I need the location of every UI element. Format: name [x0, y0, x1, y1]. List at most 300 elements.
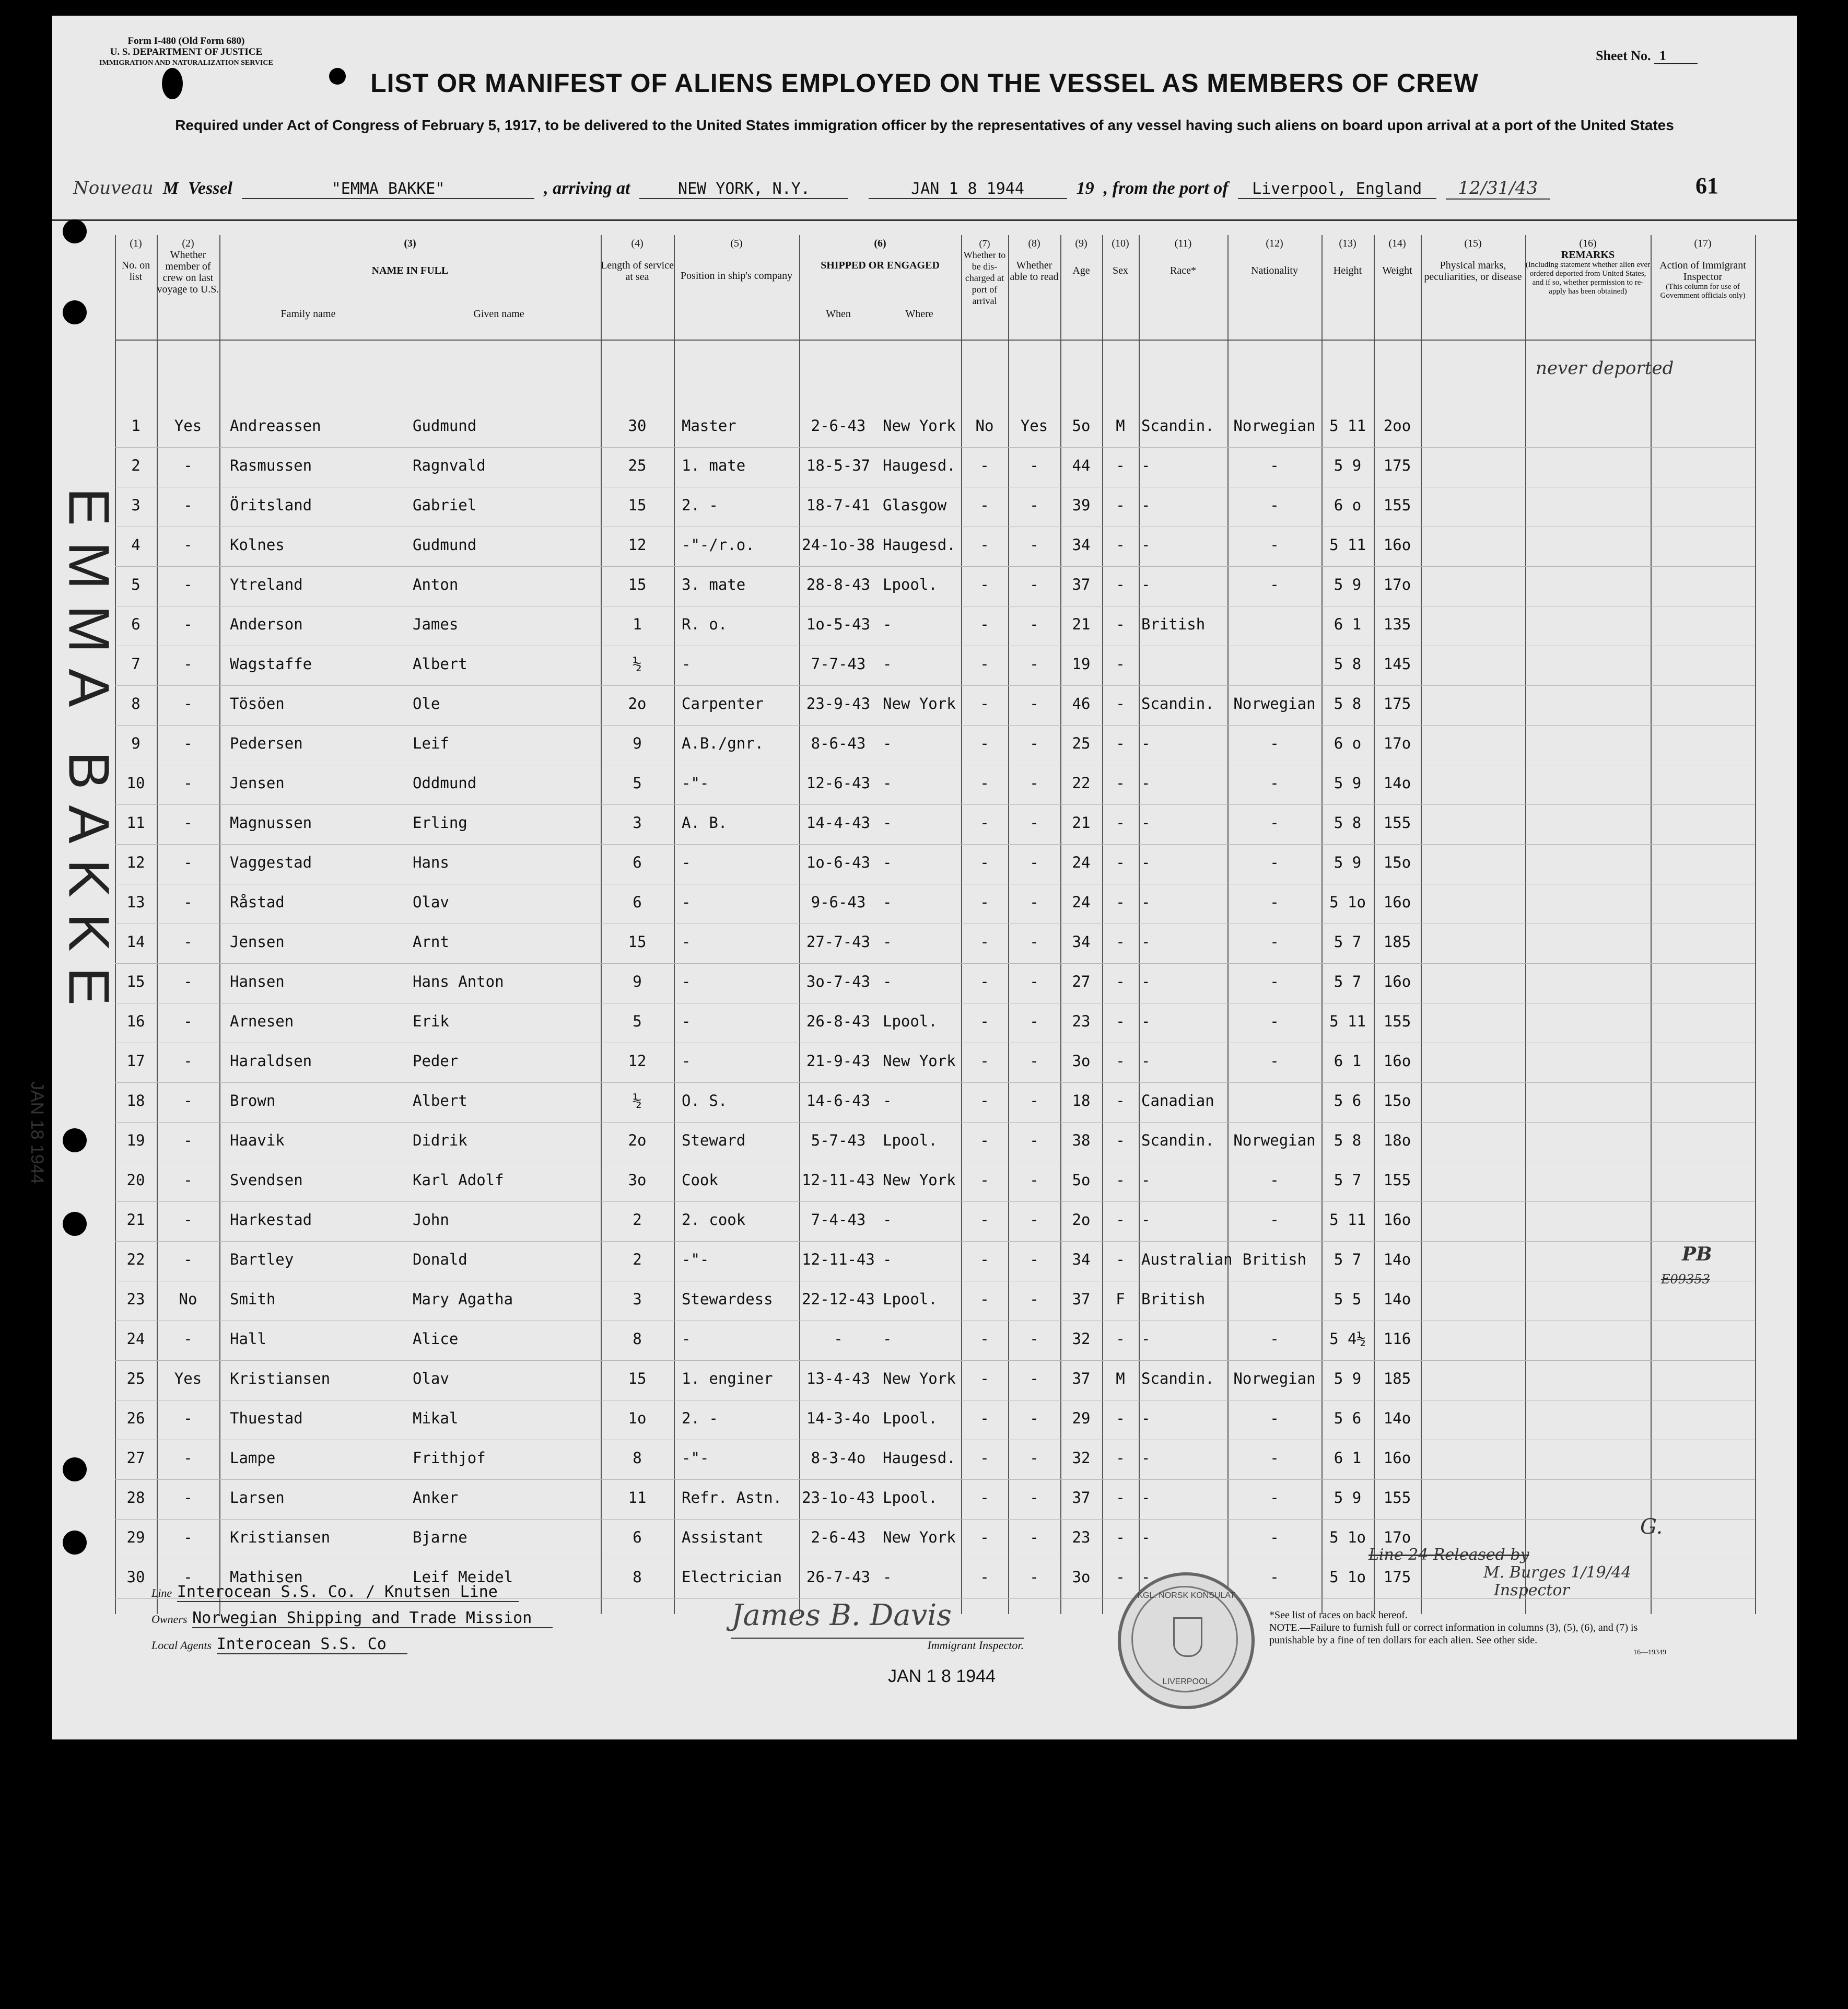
cell-when: 26-7-43 [806, 1568, 871, 1586]
footer-line: Line Interocean S.S. Co. / Knutsen Line [151, 1583, 519, 1601]
cell-service: 3 [633, 1290, 642, 1308]
cell-family: Thuestad [230, 1409, 303, 1427]
cell-nat: - [1270, 973, 1279, 990]
cell-race: - [1141, 774, 1151, 792]
cell-service: 1 [633, 615, 642, 633]
table-row [115, 606, 1755, 646]
cell-where: - [883, 655, 892, 673]
col-header-1: (1) No. on list [121, 238, 150, 283]
cell-family: Råstad [230, 893, 285, 911]
cell-no: 9 [131, 734, 141, 752]
cell-given: Erik [413, 1012, 449, 1030]
cell-race: - [1141, 1568, 1151, 1586]
cell-when: 24-1o-38 [802, 536, 875, 554]
inspector-signature: James B. Davis [731, 1598, 952, 1632]
cell-weight: 17o [1383, 1528, 1411, 1546]
cell-service: 3o [628, 1171, 647, 1189]
cell-read: - [1030, 1330, 1039, 1348]
cell-sex: - [1116, 1211, 1125, 1229]
cell-prev: - [183, 1012, 193, 1030]
cell-where: Lpool. [883, 576, 938, 593]
cell-where: Lpool. [883, 1409, 938, 1427]
cell-weight: 16o [1383, 536, 1411, 554]
cell-age: 22 [1072, 774, 1091, 792]
cell-service: 15 [628, 496, 647, 514]
cell-sex: - [1116, 734, 1125, 752]
cell-given: Gudmund [413, 536, 477, 554]
cell-height: 5 1o [1329, 893, 1366, 911]
cell-height: 5 7 [1334, 933, 1362, 951]
cell-race: - [1141, 1528, 1151, 1546]
cell-where: - [883, 1251, 892, 1268]
cell-read: - [1030, 933, 1039, 951]
cell-disch: - [980, 1409, 989, 1427]
cell-prev: - [183, 615, 193, 633]
cell-position: O. S. [682, 1092, 728, 1109]
cell-weight: 14o [1383, 1290, 1411, 1308]
cell-family: Mathisen [230, 1568, 303, 1586]
table-row [115, 1360, 1755, 1400]
cell-no: 25 [126, 1370, 145, 1387]
cell-age: 18 [1072, 1092, 1091, 1109]
cell-race: - [1141, 1409, 1151, 1427]
cell-age: 44 [1072, 457, 1091, 474]
cell-sex: - [1116, 774, 1125, 792]
cell-prev: - [183, 1449, 193, 1467]
cell-race: - [1141, 1330, 1151, 1348]
cell-where: Glasgow [883, 496, 947, 514]
cell-nat: - [1270, 814, 1279, 832]
col-header-6a: When [826, 308, 851, 320]
cell-when: 1o-5-43 [806, 615, 871, 633]
cell-service: ½ [633, 655, 642, 673]
cell-position: - [682, 655, 691, 673]
cell-no: 15 [126, 973, 145, 990]
cell-service: 2 [633, 1251, 642, 1268]
cell-age: 2o [1072, 1211, 1091, 1229]
table-row [115, 1162, 1755, 1202]
cell-height: 5 8 [1334, 814, 1362, 832]
cell-read: - [1030, 655, 1039, 673]
cell-position: 2. cook [682, 1211, 746, 1229]
cell-when: 18-7-41 [806, 496, 871, 514]
cell-where: New York [883, 1171, 956, 1189]
cell-weight: 15o [1383, 854, 1411, 871]
cell-weight: 135 [1383, 615, 1411, 633]
cell-disch: - [980, 774, 989, 792]
cell-disch: - [980, 734, 989, 752]
cell-service: 2o [628, 695, 647, 713]
cell-weight: 14o [1383, 1409, 1411, 1427]
sheet-number-value: 1 [1654, 48, 1698, 64]
cell-height: 5 7 [1334, 1251, 1362, 1268]
cell-race: - [1141, 933, 1151, 951]
cell-age: 25 [1072, 734, 1091, 752]
cell-family: Bartley [230, 1251, 294, 1268]
table-row [115, 1082, 1755, 1123]
cell-when: 5-7-43 [811, 1131, 866, 1149]
cell-disch: - [980, 1489, 989, 1506]
table-row [115, 963, 1755, 1003]
cell-height: 5 11 [1329, 1012, 1366, 1030]
cell-service: 9 [633, 734, 642, 752]
department-name: U. S. DEPARTMENT OF JUSTICE [110, 46, 263, 57]
cell-nat: - [1270, 536, 1279, 554]
col-header-3: (3) NAME IN FULL [371, 238, 449, 276]
col-header-16: (16) REMARKS (Including statement whether alien ever ordered deported from United States, and if so, whether permission to re-apply has been obtained) [1525, 238, 1651, 296]
cell-position: Electrician [682, 1568, 782, 1586]
cell-disch: - [980, 1092, 989, 1109]
cell-sex: - [1116, 1171, 1125, 1189]
inspector-initial: G. [1640, 1515, 1663, 1539]
col-header-6: (6) SHIPPED OR ENGAGED [821, 238, 940, 271]
cell-age: 34 [1072, 933, 1091, 951]
cell-disch: - [980, 1290, 989, 1308]
cell-weight: 14o [1383, 1251, 1411, 1268]
page-subtitle: Required under Act of Congress of February 5, 1917, to be delivered to the United States immigration officer by the representatives of any vessel having such aliens on board upon arrival at a port of the United States [175, 117, 1674, 133]
cell-no: 24 [126, 1330, 145, 1348]
cell-height: 5 6 [1334, 1092, 1362, 1109]
cell-service: 12 [628, 536, 647, 554]
cell-height: 6 1 [1334, 1052, 1362, 1070]
cell-service: 2 [633, 1211, 642, 1229]
manifest-page [27, 16, 1797, 1739]
cell-prev: - [183, 1171, 193, 1189]
cell-given: Peder [413, 1052, 459, 1070]
cell-read: - [1030, 1449, 1039, 1467]
cell-position: - [682, 973, 691, 990]
cell-where: - [883, 933, 892, 951]
cell-service: 30 [628, 417, 647, 435]
page-title: LIST OR MANIFEST OF ALIENS EMPLOYED ON THE VESSEL AS MEMBERS OF CREW [370, 68, 1479, 98]
cell-no: 20 [126, 1171, 145, 1189]
cell-sex: - [1116, 1568, 1125, 1586]
cell-race: British [1141, 615, 1206, 633]
cell-height: 5 11 [1329, 1211, 1366, 1229]
cell-when: 21-9-43 [806, 1052, 871, 1070]
cell-no: 19 [126, 1131, 145, 1149]
table-row [115, 566, 1755, 606]
cell-height: 5 11 [1329, 417, 1366, 435]
cell-given: Anker [413, 1489, 459, 1506]
cell-position: 3. mate [682, 576, 746, 593]
cell-age: 23 [1072, 1528, 1091, 1546]
cell-weight: 15o [1383, 1092, 1411, 1109]
cell-when: 13-4-43 [806, 1370, 871, 1387]
cell-when: 1o-6-43 [806, 854, 871, 871]
cell-given: Oddmund [413, 774, 477, 792]
cell-read: - [1030, 1052, 1039, 1070]
cell-service: 6 [633, 1528, 642, 1546]
cell-disch: - [980, 973, 989, 990]
cell-weight: 155 [1383, 814, 1411, 832]
cell-weight: 175 [1383, 457, 1411, 474]
cell-given: Olav [413, 1370, 449, 1387]
cell-sex: - [1116, 1251, 1125, 1268]
cell-family: Hansen [230, 973, 285, 990]
cell-height: 5 9 [1334, 1489, 1362, 1506]
cell-sex: - [1116, 893, 1125, 911]
cell-disch: - [980, 854, 989, 871]
page-number: 61 [1695, 173, 1718, 198]
cell-prev: - [183, 893, 193, 911]
cell-given: Karl Adolf [413, 1171, 504, 1189]
cell-service: 8 [633, 1568, 642, 1586]
col-header-17: (17) Action of Immigrant Inspector (This column for use of Government officials only) [1659, 238, 1746, 300]
cell-nat: - [1270, 1528, 1279, 1546]
cell-prev: - [183, 1409, 193, 1427]
cell-disch: - [980, 1171, 989, 1189]
cell-prev: - [183, 854, 193, 871]
cell-read: - [1030, 1370, 1039, 1387]
cell-sex: - [1116, 576, 1125, 593]
cell-disch: - [980, 536, 989, 554]
cell-race: - [1141, 496, 1151, 514]
cell-disch: No [975, 417, 994, 435]
cell-family: Smith [230, 1290, 276, 1308]
cell-family: Haavik [230, 1131, 285, 1149]
cell-age: 46 [1072, 695, 1091, 713]
table-row [115, 884, 1755, 924]
cell-weight: 16o [1383, 1052, 1411, 1070]
cell-no: 14 [126, 933, 145, 951]
cell-sex: - [1116, 1092, 1125, 1109]
cell-weight: 155 [1383, 496, 1411, 514]
cell-family: Svendsen [230, 1171, 303, 1189]
cell-weight: 155 [1383, 1171, 1411, 1189]
cell-weight: 116 [1383, 1330, 1411, 1348]
cell-weight: 16o [1383, 1211, 1411, 1229]
handwritten-prefix: Nouveau [73, 178, 154, 198]
cell-disch: - [980, 1052, 989, 1070]
cell-no: 26 [126, 1409, 145, 1427]
cell-given: Hans [413, 854, 449, 871]
cell-nat: - [1270, 457, 1279, 474]
cell-age: 3o [1072, 1568, 1091, 1586]
cell-height: 5 1o [1329, 1568, 1366, 1586]
cell-family: Harkestad [230, 1211, 312, 1229]
header-rule [52, 219, 1797, 221]
col-header-15: (15) Physical marks, peculiarities, or disease [1424, 238, 1522, 283]
cell-service: 6 [633, 854, 642, 871]
cell-where: Lpool. [883, 1131, 938, 1149]
cell-nat: - [1270, 576, 1279, 593]
cell-position: Carpenter [682, 695, 764, 713]
cell-where: Haugesd. [883, 457, 956, 474]
cell-where: - [883, 973, 892, 990]
cell-sex: - [1116, 1449, 1125, 1467]
cell-read: - [1030, 814, 1039, 832]
cell-disch: - [980, 695, 989, 713]
cell-given: Bjarne [413, 1528, 467, 1546]
cell-weight: 185 [1383, 933, 1411, 951]
cell-race: - [1141, 734, 1151, 752]
form-identifier [99, 36, 273, 68]
cell-family: Lampe [230, 1449, 276, 1467]
cell-read: - [1030, 1528, 1039, 1546]
cell-sex: M [1116, 417, 1125, 435]
cell-when: 12-6-43 [806, 774, 871, 792]
table-row [115, 1400, 1755, 1440]
cell-where: - [883, 854, 892, 871]
cell-nat: Norwegian [1233, 1131, 1316, 1149]
cell-prev: - [183, 1092, 193, 1109]
cell-service: 5 [633, 774, 642, 792]
cell-where: - [883, 893, 892, 911]
cell-where: Lpool. [883, 1489, 938, 1506]
cell-position: 1. mate [682, 457, 746, 474]
cell-race: Scandin. [1141, 417, 1214, 435]
cell-no: 7 [131, 655, 141, 673]
cell-prev: - [183, 1330, 193, 1348]
cell-given: Arnt [413, 933, 449, 951]
cell-where: - [883, 1092, 892, 1109]
cell-weight: 185 [1383, 1370, 1411, 1387]
cell-position: - [682, 893, 691, 911]
cell-prev: - [183, 1052, 193, 1070]
cell-prev: - [183, 536, 193, 554]
table-row [115, 844, 1755, 884]
cell-given: Gabriel [413, 496, 477, 514]
cell-height: 6 o [1334, 734, 1362, 752]
cell-given: Ragnvald [413, 457, 486, 474]
cell-position: - [682, 1330, 691, 1348]
cell-given: Ole [413, 695, 440, 713]
cell-prev: - [183, 457, 193, 474]
cell-when: - [834, 1330, 843, 1348]
cell-nat: - [1270, 1489, 1279, 1506]
cell-race: - [1141, 1211, 1151, 1229]
cell-nat: Norwegian [1233, 695, 1316, 713]
cell-sex: - [1116, 457, 1125, 474]
cell-weight: 155 [1383, 1489, 1411, 1506]
cell-position: -"- [682, 1449, 709, 1467]
cell-no: 23 [126, 1290, 145, 1308]
col-header-9: (9) Age [1072, 238, 1090, 276]
cell-position: - [682, 1012, 691, 1030]
cell-where: New York [883, 1052, 956, 1070]
table-row [115, 1281, 1755, 1321]
cell-age: 32 [1072, 1330, 1091, 1348]
cell-no: 1 [131, 417, 141, 435]
cell-when: 18-5-37 [806, 457, 871, 474]
cell-service: 25 [628, 457, 647, 474]
table-row [115, 1003, 1755, 1043]
cell-where: - [883, 734, 892, 752]
cell-when: 27-7-43 [806, 933, 871, 951]
cell-nat: - [1270, 1409, 1279, 1427]
cell-nat: - [1270, 854, 1279, 871]
cell-sex: - [1116, 615, 1125, 633]
cell-sex: - [1116, 1409, 1125, 1427]
cell-no: 11 [126, 814, 145, 832]
cell-age: 29 [1072, 1409, 1091, 1427]
cell-position: - [682, 933, 691, 951]
table-row [115, 725, 1755, 765]
cell-race: Scandin. [1141, 695, 1214, 713]
cell-position: -"- [682, 774, 709, 792]
release-note: Line 24 Released by M. Burges 1/19/44 Inspector [1369, 1546, 1632, 1599]
cell-where: New York [883, 695, 956, 713]
cell-race: Scandin. [1141, 1370, 1214, 1387]
cell-race: - [1141, 576, 1151, 593]
cell-given: Frithjof [413, 1449, 486, 1467]
cell-prev: - [183, 734, 193, 752]
cell-weight: 14o [1383, 774, 1411, 792]
cell-disch: - [980, 1449, 989, 1467]
cell-where: - [883, 814, 892, 832]
cell-when: 8-3-4o [811, 1449, 866, 1467]
cell-disch: - [980, 1370, 989, 1387]
cell-when: 3o-7-43 [806, 973, 871, 990]
cell-when: 12-11-43 [802, 1171, 875, 1189]
cell-nat: - [1270, 1568, 1279, 1586]
cell-disch: - [980, 655, 989, 673]
cell-race: - [1141, 457, 1151, 474]
cell-disch: - [980, 1528, 989, 1546]
cell-no: 6 [131, 615, 141, 633]
cell-race: - [1141, 893, 1151, 911]
cell-sex: - [1116, 536, 1125, 554]
cell-position: Steward [682, 1131, 746, 1149]
cell-sex: - [1116, 933, 1125, 951]
col-header-3a: Family name [280, 308, 336, 320]
footer-owners: Owners Norwegian Shipping and Trade Mission [151, 1609, 553, 1627]
cell-position: Cook [682, 1171, 718, 1189]
arrival-date: JAN 1 8 1944 [869, 180, 1067, 199]
cell-age: 24 [1072, 854, 1091, 871]
cell-sex: - [1116, 854, 1125, 871]
cell-no: 17 [126, 1052, 145, 1070]
cell-weight: 2oo [1383, 417, 1411, 435]
cell-where: Lpool. [883, 1012, 938, 1030]
table-row [115, 646, 1755, 686]
cell-prev: - [183, 1211, 193, 1229]
cell-race: - [1141, 1012, 1151, 1030]
cell-family: Öritsland [230, 496, 312, 514]
cell-sex: - [1116, 814, 1125, 832]
cell-when: 2-6-43 [811, 1528, 866, 1546]
side-date-stamp: JAN 18 1944 [27, 1081, 47, 1184]
cell-disch: - [980, 1330, 989, 1348]
cell-disch: - [980, 893, 989, 911]
col-header-8: (8) Whether able to read [1010, 238, 1059, 283]
cell-age: 37 [1072, 576, 1091, 593]
cell-age: 34 [1072, 536, 1091, 554]
cell-prev: - [183, 933, 193, 951]
cell-no: 30 [126, 1568, 145, 1586]
cell-disch: - [980, 1211, 989, 1229]
shield-icon [1173, 1617, 1202, 1657]
cell-position: - [682, 854, 691, 871]
cell-read: - [1030, 1012, 1039, 1030]
cell-when: 14-6-43 [806, 1092, 871, 1109]
table-row [115, 1043, 1755, 1083]
cell-where: New York [883, 1370, 956, 1387]
cell-service: 15 [628, 1370, 647, 1387]
cell-position: Assistant [682, 1528, 764, 1546]
col-header-6b: Where [905, 308, 933, 320]
cell-sex: - [1116, 496, 1125, 514]
cell-family: Vaggestad [230, 854, 312, 871]
cell-when: 7-7-43 [811, 655, 866, 673]
cell-no: 21 [126, 1211, 145, 1229]
table-row [115, 447, 1755, 487]
table-row [115, 685, 1755, 726]
vessel-name: "EMMA BAKKE" [242, 180, 534, 199]
cell-read: - [1030, 536, 1039, 554]
cell-read: - [1030, 1568, 1039, 1586]
